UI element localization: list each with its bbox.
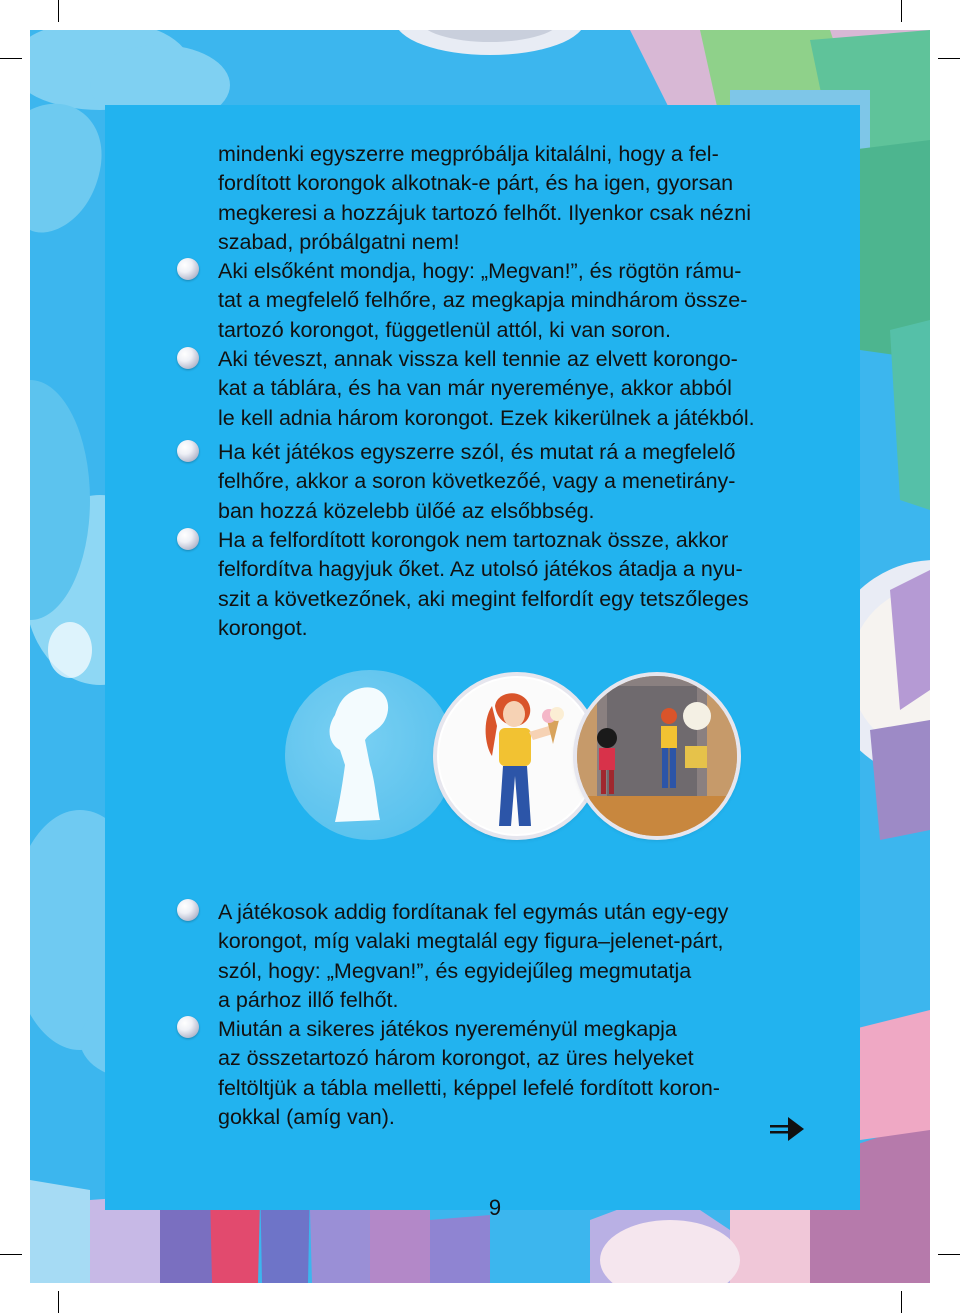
pearl-bullet-icon bbox=[177, 258, 199, 280]
page-number: 9 bbox=[488, 1195, 502, 1220]
crop-mark bbox=[901, 1291, 902, 1313]
scene-disc-illustration bbox=[577, 676, 737, 836]
rule-paragraph-6: A játékosok addig fordítanak fel egymás után egy-egy korongot, míg valaki megtalál egy figura–jelenet-párt, szól, hogy: „Megvan!”, és egyidejűleg megmutatja a párhoz illő felhőt. bbox=[218, 900, 729, 1012]
pearl-bullet-icon bbox=[177, 528, 199, 550]
rule-paragraph-4: Ha két játékos egyszerre szól, és mutat rá a megfelelő felhőre, akkor a soron következőé, vagy a menetirány- ban hozzá közelebb ülőé az elsőbbség. bbox=[218, 440, 736, 523]
crop-mark bbox=[58, 0, 59, 22]
girl-character-disc-illustration bbox=[437, 676, 597, 836]
pearl-bullet-icon bbox=[177, 347, 199, 369]
crop-mark bbox=[938, 1254, 960, 1255]
street-scene-image bbox=[577, 676, 737, 836]
crop-mark bbox=[58, 1291, 59, 1313]
girl-silhouette-image bbox=[285, 670, 455, 840]
rule-paragraph-2: Aki elsőként mondja, hogy: „Megvan!”, és rögtön rámu- tat a megfelelő felhőre, az megkapja mindhárom össze- tartozó korongot, függetlenül attól, ki van soron. bbox=[218, 259, 748, 342]
silhouette-disc-illustration bbox=[285, 670, 455, 840]
rule-paragraph-7: Miután a sikeres játékos nyereményül megkapja az összetartozó három korongot, az üres helyeket feltöltjük a tábla melletti, képpel lefelé fordított koron- gokkal (amíg van). bbox=[218, 1017, 720, 1129]
crop-mark bbox=[938, 58, 960, 59]
crop-mark bbox=[901, 0, 902, 22]
crop-mark bbox=[0, 1254, 22, 1255]
next-page-arrow-icon bbox=[770, 1113, 806, 1145]
pearl-bullet-icon bbox=[177, 899, 199, 921]
rule-paragraph-3: Aki téveszt, annak vissza kell tennie az elvett korongo- kat a táblára, és ha van már nyereménye, akkor abból le kell adnia három korongot. Ezek kikerülnek a játékból. bbox=[218, 347, 755, 430]
rule-paragraph-5: Ha a felfordított korongok nem tartoznak össze, akkor felfordítva hagyjuk őket. Az utolsó játékos átadja a nyu- szit a következőnek, aki megint felfordít egy tetszőleges korongot. bbox=[218, 528, 749, 640]
crop-mark bbox=[0, 58, 22, 59]
rule-paragraph-1: mindenki egyszerre megpróbálja kitalálni, hogy a fel- fordított korongok alkotnak-e párt, és ha igen, gyorsan megkeresi a hozzájuk tartozó felhőt. Ilyenkor csak nézni szabad, próbálgatni nem! bbox=[218, 142, 751, 254]
pearl-bullet-icon bbox=[177, 1016, 199, 1038]
pearl-bullet-icon bbox=[177, 440, 199, 462]
girl-with-ice-cream-image bbox=[437, 676, 597, 836]
